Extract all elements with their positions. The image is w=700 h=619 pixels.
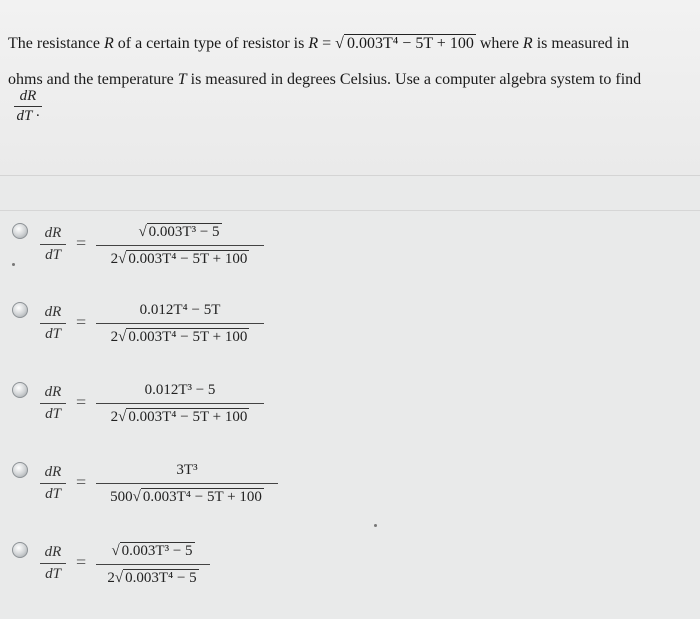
- denominator-coefficient: 2: [110, 329, 119, 345]
- sqrt-expression: [118, 250, 249, 268]
- variable-t: T: [177, 71, 187, 88]
- question-text: of a certain type of resistor is: [117, 35, 305, 52]
- option-lhs-denominator: dT: [45, 247, 61, 263]
- answer-option-3[interactable]: [0, 370, 700, 448]
- fraction-bar: [40, 563, 66, 564]
- fraction-bar: [96, 483, 278, 484]
- answer-option-2[interactable]: [0, 290, 700, 368]
- option-denominator: [96, 250, 264, 268]
- option-denominator: [96, 408, 264, 426]
- option-expression: [96, 462, 278, 506]
- denominator-coefficient: 500: [110, 489, 133, 505]
- option-derivative-label: [40, 225, 66, 264]
- equals-sign: =: [76, 552, 87, 572]
- stray-dot: [374, 524, 377, 527]
- numerator-text: 0.012T³ − 5: [144, 382, 216, 398]
- option-expression: [96, 302, 264, 346]
- option-lhs-denominator: dT: [45, 326, 61, 342]
- question-text: ohms and the temperature: [8, 71, 174, 88]
- radio-button-3[interactable]: [12, 382, 28, 398]
- sqrt-expression: [118, 328, 249, 346]
- option-denominator: [96, 328, 264, 346]
- sqrt-icon: √: [138, 224, 147, 240]
- question-text: is measured in degrees Celsius. Use a computer algebra system to find: [190, 71, 642, 88]
- option-lhs-numerator: dR: [44, 225, 62, 241]
- radio-button-2[interactable]: [12, 302, 28, 318]
- question-text: The resistance: [8, 35, 100, 52]
- fraction-bar: [40, 403, 66, 404]
- option-derivative-label: [40, 384, 66, 423]
- denominator-text: 0.003T⁴ − 5T + 100: [128, 329, 248, 345]
- denominator-text: 0.003T⁴ − 5T + 100: [128, 409, 248, 425]
- sqrt-icon: √: [111, 543, 120, 559]
- fraction-bar: [40, 323, 66, 324]
- fraction-bar: [96, 323, 264, 324]
- numerator-text: 0.012T⁴ − 5T: [139, 302, 221, 318]
- question-text: where: [479, 35, 519, 52]
- answer-option-4[interactable]: [0, 450, 700, 528]
- option-lhs-numerator: dR: [44, 304, 62, 320]
- fraction-bar: [96, 403, 264, 404]
- numerator-text: 0.003T³ − 5: [148, 224, 220, 240]
- variable-r: R: [308, 35, 319, 52]
- option-numerator: [96, 382, 264, 399]
- question-text: is measured in: [536, 35, 630, 52]
- option-lhs-numerator: dR: [44, 544, 62, 560]
- trailing-dot: ·: [35, 108, 40, 124]
- derivative-denominator: [14, 108, 42, 125]
- denominator-coefficient: 2: [110, 251, 119, 267]
- option-lhs-denominator: dT: [45, 486, 61, 502]
- fraction-bar: [96, 564, 210, 565]
- option-expression: [96, 223, 264, 268]
- derivative-denominator-text: dT: [16, 108, 33, 124]
- option-derivative-label: [40, 544, 66, 583]
- radio-button-5[interactable]: [12, 542, 28, 558]
- stray-dot: [12, 263, 15, 266]
- sqrt-expression: [138, 223, 221, 241]
- sqrt-icon: √: [118, 251, 127, 267]
- equals-sign: =: [76, 472, 87, 492]
- numerator-text: 3T³: [176, 462, 198, 478]
- option-expression: [96, 382, 264, 426]
- option-lhs-denominator: dT: [45, 566, 61, 582]
- sqrt-icon: √: [335, 35, 344, 52]
- option-numerator: [96, 462, 278, 479]
- option-denominator: [96, 569, 210, 587]
- denominator-text: 0.003T⁴ − 5T + 100: [142, 489, 262, 505]
- variable-r: R: [103, 35, 114, 52]
- radio-button-4[interactable]: [12, 462, 28, 478]
- option-numerator: [96, 542, 210, 560]
- variable-r: R: [522, 35, 533, 52]
- denominator-text: 0.003T⁴ − 5T + 100: [128, 251, 248, 267]
- option-denominator: [96, 488, 278, 506]
- option-lhs-numerator: dR: [44, 384, 62, 400]
- option-lhs-denominator: dT: [45, 406, 61, 422]
- denominator-coefficient: 2: [107, 570, 115, 586]
- question-panel: [0, 0, 700, 176]
- sqrt-icon: √: [118, 329, 127, 345]
- answer-option-5[interactable]: [0, 530, 700, 608]
- sqrt-icon: √: [118, 409, 127, 425]
- option-lhs-numerator: dR: [44, 464, 62, 480]
- sqrt-expression: [335, 34, 476, 53]
- sqrt-icon: √: [114, 570, 124, 586]
- radio-button-1[interactable]: [12, 223, 28, 239]
- equals-sign: =: [322, 35, 332, 52]
- option-derivative-label: [40, 464, 66, 503]
- option-derivative-label: [40, 304, 66, 343]
- denominator-text: 0.003T⁴ − 5: [125, 570, 197, 586]
- derivative-notation: [14, 88, 42, 125]
- option-numerator: [96, 302, 264, 319]
- option-expression: [96, 542, 210, 587]
- sqrt-expression: [118, 408, 249, 426]
- equals-sign: =: [76, 233, 87, 253]
- fraction-bar: [96, 245, 264, 246]
- equals-sign: =: [76, 392, 87, 412]
- numerator-text: 0.003T³ − 5: [121, 543, 193, 559]
- fraction-bar: [40, 483, 66, 484]
- sqrt-expression: [133, 488, 264, 506]
- sqrt-expression: [115, 569, 199, 587]
- question-line-1: [8, 34, 629, 53]
- denominator-coefficient: 2: [110, 409, 119, 425]
- option-numerator: [96, 223, 264, 241]
- fraction-bar: [40, 244, 66, 245]
- answer-option-1[interactable]: [0, 210, 700, 289]
- equals-sign: =: [76, 312, 87, 332]
- fraction-bar: [14, 106, 42, 107]
- sqrt-expression: [111, 542, 194, 560]
- resistance-formula: 0.003T⁴ − 5T + 100: [344, 34, 476, 53]
- derivative-numerator: dR: [19, 88, 37, 104]
- sqrt-icon: √: [132, 489, 141, 505]
- question-line-2: [8, 71, 641, 89]
